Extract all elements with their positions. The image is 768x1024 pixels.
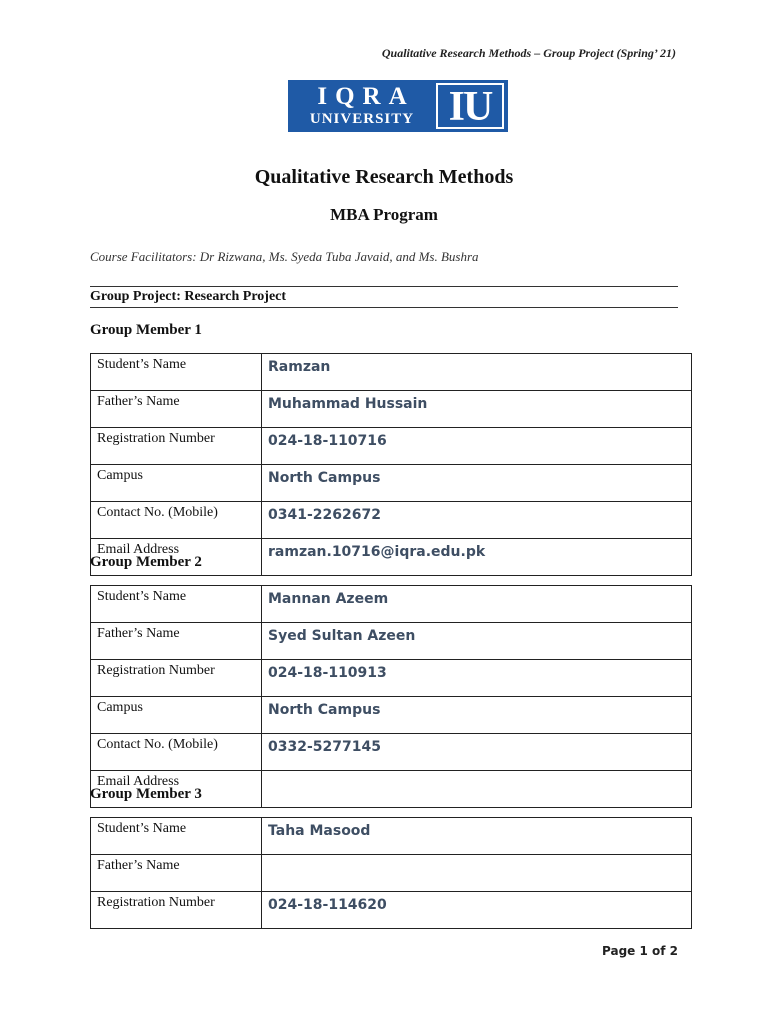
field-value[interactable]: 024-18-110716 bbox=[262, 428, 692, 465]
field-label: Student’s Name bbox=[91, 354, 262, 391]
field-value[interactable]: ramzan.10716@iqra.edu.pk bbox=[262, 539, 692, 576]
field-label: Contact No. (Mobile) bbox=[91, 734, 262, 771]
field-label: Father’s Name bbox=[91, 391, 262, 428]
project-label: Group Project: Research Project bbox=[90, 289, 287, 304]
page-number: Page 1 of 2 bbox=[602, 944, 678, 958]
member-2-table bbox=[90, 585, 692, 808]
table-row bbox=[91, 660, 692, 697]
member-1-heading: Group Member 1 bbox=[90, 322, 202, 338]
field-label: Contact No. (Mobile) bbox=[91, 502, 262, 539]
document-title: Qualitative Research Methods bbox=[254, 166, 514, 188]
logo-wordmark bbox=[288, 80, 436, 132]
field-label: Email Address bbox=[91, 771, 262, 808]
divider-bottom bbox=[90, 307, 678, 308]
table-row bbox=[91, 892, 692, 929]
member-3-table bbox=[90, 817, 692, 929]
field-value[interactable]: 024-18-114620 bbox=[262, 892, 692, 929]
table-row bbox=[91, 354, 692, 391]
table-row bbox=[91, 734, 692, 771]
field-label: Campus bbox=[91, 465, 262, 502]
course-facilitators: Course Facilitators: Dr Rizwana, Ms. Syeda Tuba Javaid, and Ms. Bushra bbox=[90, 249, 479, 264]
logo-monogram: IU bbox=[436, 83, 504, 129]
field-value[interactable]: 024-18-110913 bbox=[262, 660, 692, 697]
field-label: Registration Number bbox=[91, 660, 262, 697]
field-value[interactable]: Muhammad Hussain bbox=[262, 391, 692, 428]
field-label: Registration Number bbox=[91, 428, 262, 465]
field-value[interactable]: North Campus bbox=[262, 697, 692, 734]
field-value[interactable]: North Campus bbox=[262, 465, 692, 502]
member-3-heading: Group Member 3 bbox=[90, 786, 202, 802]
university-logo bbox=[288, 80, 508, 132]
table-row bbox=[91, 623, 692, 660]
member-2-heading: Group Member 2 bbox=[90, 554, 202, 570]
field-label: Email Address bbox=[91, 539, 262, 576]
field-value[interactable]: Mannan Azeem bbox=[262, 586, 692, 623]
field-value[interactable]: Taha Masood bbox=[262, 818, 692, 855]
table-row bbox=[91, 818, 692, 855]
field-label: Registration Number bbox=[91, 892, 262, 929]
field-value[interactable] bbox=[262, 771, 692, 808]
table-row bbox=[91, 697, 692, 734]
field-label: Father’s Name bbox=[91, 855, 262, 892]
table-row bbox=[91, 502, 692, 539]
field-value[interactable]: Syed Sultan Azeen bbox=[262, 623, 692, 660]
table-row bbox=[91, 465, 692, 502]
field-value[interactable]: 0332-5277145 bbox=[262, 734, 692, 771]
divider-top bbox=[90, 286, 678, 287]
document-subtitle: MBA Program bbox=[330, 205, 438, 224]
running-header: Qualitative Research Methods – Group Project (Spring’ 21) bbox=[381, 46, 676, 60]
field-value[interactable]: 0341-2262672 bbox=[262, 502, 692, 539]
field-label: Father’s Name bbox=[91, 623, 262, 660]
field-value[interactable] bbox=[262, 855, 692, 892]
table-row bbox=[91, 855, 692, 892]
table-row bbox=[91, 391, 692, 428]
table-row bbox=[91, 586, 692, 623]
logo-word-iqra: IQRA bbox=[317, 83, 415, 110]
field-label: Campus bbox=[91, 697, 262, 734]
field-value[interactable]: Ramzan bbox=[262, 354, 692, 391]
field-label: Student’s Name bbox=[91, 818, 262, 855]
logo-word-university: UNIVERSITY bbox=[309, 111, 415, 127]
member-1-table bbox=[90, 353, 692, 576]
field-label: Student’s Name bbox=[91, 586, 262, 623]
table-row bbox=[91, 428, 692, 465]
